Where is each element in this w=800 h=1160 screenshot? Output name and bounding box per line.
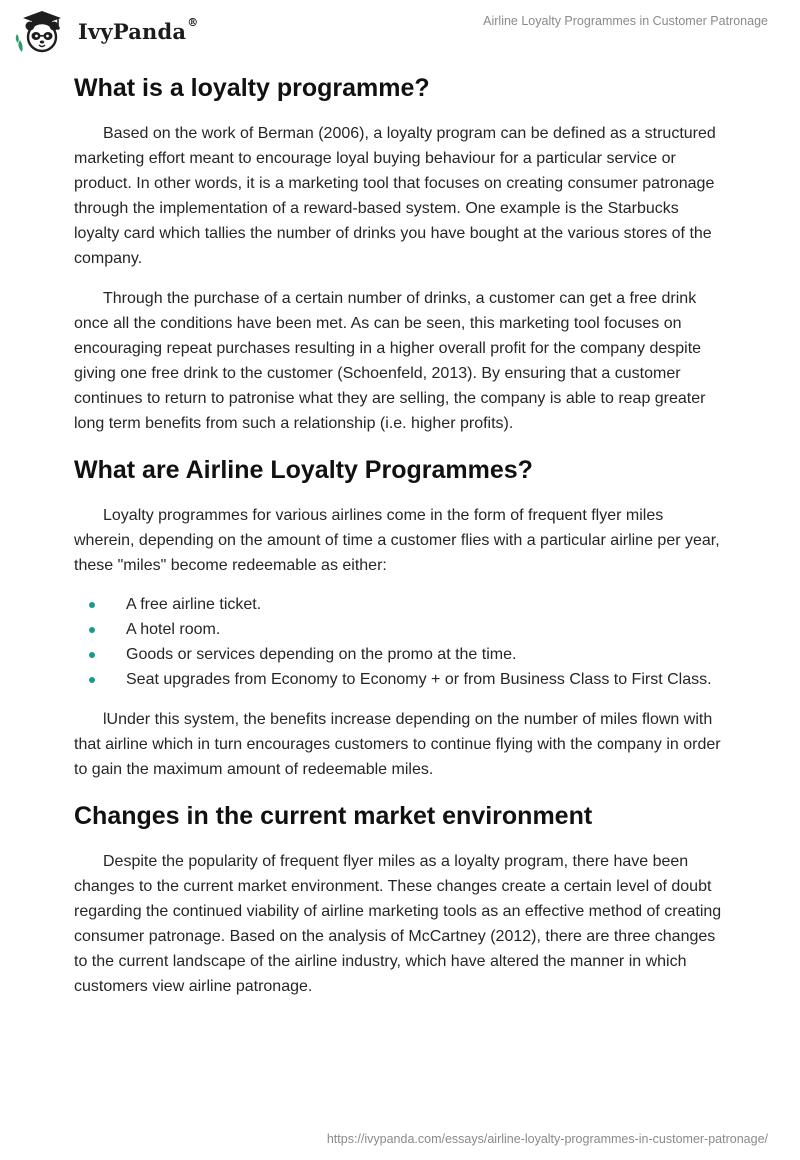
paragraph: lUnder this system, the benefits increase depending on the number of miles flown with that airline which in turn encourages customers to continue flying with the company in order to gain the maximum amount of redeemable miles. — [74, 711, 721, 778]
section-heading-airline-loyalty: What are Airline Loyalty Programmes? — [74, 456, 533, 484]
page-header — [0, 0, 800, 60]
bullet-dot-icon — [89, 677, 95, 683]
list-item: A free airline ticket. — [74, 592, 724, 617]
paragraph: Loyalty programmes for various airlines come in the form of frequent flyer miles wherein, depending on the amount of time a customer flies with a particular airline per year, these "miles" become redeemable as either: — [74, 507, 720, 574]
paragraph: Based on the work of Berman (2006), a loyalty program can be defined as a structured marketing effort meant to encourage loyal buying behaviour for a particular service or product. In other words, it is a marketing tool that focuses on creating consumer patronage through the implementation of a reward-based system. One example is the Starbucks loyalty card which tallies the number of drinks you have bought at the various stores of the company. — [74, 125, 716, 267]
article-body — [74, 70, 724, 999]
ivypanda-logo[interactable] — [14, 10, 214, 54]
logo-wordmark: IvyPanda® — [78, 16, 199, 44]
paragraph: Through the purchase of a certain number of drinks, a customer can get a free drink once all the conditions have been met. As can be seen, this marketing tool focuses on encouraging repeat purchases resulting in a higher overall profit for the company despite giving one free drink to the customer (Schoenfeld, 2013). By ensuring that a customer continues to return to patronise what they are selling, the company is able to reap greater long term benefits from such a relationship (i.e. higher profits). — [74, 290, 706, 432]
paragraph: Despite the popularity of frequent flyer miles as a loyalty program, there have been changes to the current market environment. These changes create a certain level of doubt regarding the continued viability of airline marketing tools as an effective method of creating consumer patronage. Based on the analysis of McCartney (2012), there are three changes to the current landscape of the airline industry, which have altered the manner in which customers view airline patronage. — [74, 853, 722, 995]
list-item: A hotel room. — [74, 617, 724, 642]
list-item: Seat upgrades from Economy to Economy + or from Business Class to First Class. — [74, 667, 724, 692]
section-heading-market-changes: Changes in the current market environment — [74, 802, 593, 830]
registered-mark: ® — [187, 16, 199, 29]
redeemable-options-list — [74, 592, 724, 692]
source-url-link[interactable]: https://ivypanda.com/essays/airline-loyalty-programmes-in-customer-patronage/ — [326, 1132, 768, 1146]
bullet-dot-icon — [89, 652, 95, 658]
section-heading-loyalty-programme: What is a loyalty programme? — [74, 74, 430, 102]
document-title: Airline Loyalty Programmes in Customer Patronage — [483, 14, 768, 28]
panda-graduate-icon — [14, 10, 72, 54]
bullet-dot-icon — [89, 602, 95, 608]
list-item: Goods or services depending on the promo at the time. — [74, 642, 724, 667]
bullet-dot-icon — [89, 627, 95, 633]
